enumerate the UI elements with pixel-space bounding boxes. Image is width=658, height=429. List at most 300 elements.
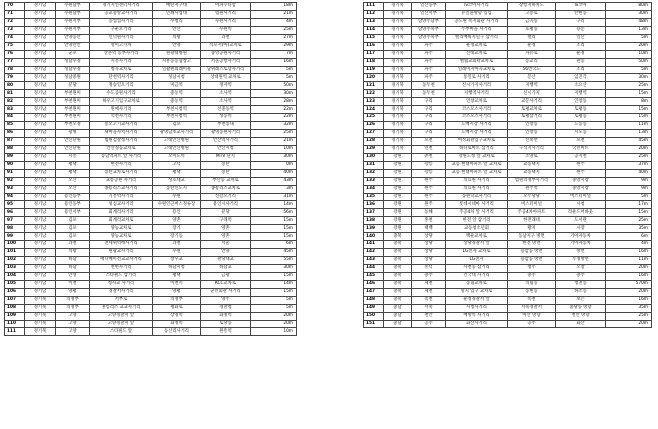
intersection-cell: 배방역 사거리 (446, 312, 508, 320)
direction-to-cell: 원흥역 (201, 328, 251, 336)
length-cell: 20m (606, 145, 652, 153)
direction-from-cell: 성호대교 (153, 177, 201, 185)
intersection-cell: 전세위역에사거리 (90, 241, 153, 249)
length-cell: 20m (606, 288, 652, 296)
police-station-cell: 남양주북부 (412, 26, 446, 34)
table-row (364, 98, 652, 106)
intersection-cell: 여성회관입구교차로 (446, 137, 508, 145)
direction-to-cell: 신중동역 (201, 106, 251, 114)
direction-to-cell: 안산시청 (201, 145, 251, 153)
direction-to-cell: 라운드어바웃 (556, 209, 606, 217)
table-row (364, 264, 652, 272)
direction-to-cell: 안양 (201, 249, 251, 257)
direction-to-cell: Iv코아 (556, 3, 606, 11)
row-number-cell: 74 (5, 34, 25, 42)
length-cell: 15m (251, 272, 297, 280)
region-cell: 충북 (384, 280, 412, 288)
table-row (5, 209, 297, 217)
police-station-cell: 의왕 (56, 249, 90, 257)
length-cell: 32m (251, 122, 297, 130)
table-row (364, 122, 652, 130)
region-cell: 경기북 (384, 58, 412, 66)
length-cell: 3m (251, 185, 297, 193)
row-number-cell: 118 (364, 58, 384, 66)
direction-to-cell: 원주 (556, 161, 606, 169)
direction-from-cell: 성남시청 (153, 74, 201, 82)
row-number-cell: 114 (364, 26, 384, 34)
direction-from-cell: 동현동 (508, 288, 556, 296)
direction-to-cell: 수원역 (201, 26, 251, 34)
length-cell: 10m (251, 328, 297, 336)
length-cell: 16m (251, 58, 297, 66)
police-station-cell: 동두천 (412, 90, 446, 98)
region-cell: 경기북 (25, 296, 56, 304)
police-station-cell: 일산서부 (412, 10, 446, 18)
region-cell: 경기남 (25, 114, 56, 122)
direction-to-cell: 남위레스토랑사거리 (201, 66, 251, 74)
intersection-cell: 범원검찰청사거리 (90, 137, 153, 145)
direction-from-cell: 화정역 (153, 320, 201, 328)
length-cell: 20m (606, 42, 652, 50)
row-number-cell: 72 (5, 18, 25, 26)
region-cell: 강원 (384, 161, 412, 169)
row-number-cell: 85 (5, 122, 25, 130)
intersection-cell: 종룡리스교사거리 (90, 185, 153, 193)
length-cell: 14m (251, 280, 297, 288)
direction-to-cell: 양촌 (201, 225, 251, 233)
intersection-cell: 교동청소년회 (446, 225, 508, 233)
length-cell: 20m (606, 264, 652, 272)
police-station-cell: 평택 (56, 161, 90, 169)
region-cell: 충북 (384, 272, 412, 280)
region-cell: 경기북 (25, 304, 56, 312)
intersection-cell: LG전자 교차로 (446, 249, 508, 257)
region-cell: 경기남 (25, 82, 56, 90)
intersection-cell: 농업업사거리 (90, 18, 153, 26)
intersection-cell: 동원학교사거리 (446, 193, 508, 201)
region-cell: 경기남 (25, 98, 56, 106)
intersection-cell: 벨랩교외곽교차로 (446, 58, 508, 66)
direction-to-cell: 화산 (556, 320, 606, 328)
length-cell: 20m (251, 320, 297, 328)
intersection-cell: 유일윤방향 입입 (446, 10, 508, 18)
intersection-cell: 양능교차로 (90, 225, 153, 233)
table-row (5, 328, 297, 336)
police-station-cell: 상당 (412, 249, 446, 257)
direction-from-cell: 중동역 (153, 98, 201, 106)
row-number-cell: 126 (364, 122, 384, 130)
police-station-cell: 부천원미 (56, 106, 90, 114)
row-number-cell: 140 (364, 233, 384, 241)
intersection-cell: 새마을사치사거리 (90, 130, 153, 138)
direction-to-cell: 인창동 (556, 98, 606, 106)
direction-from-cell: 김포 (153, 122, 201, 130)
row-number-cell: 144 (364, 264, 384, 272)
region-cell: 경기남 (25, 137, 56, 145)
table-row (5, 280, 297, 288)
region-cell: 강원 (384, 217, 412, 225)
table-row (5, 233, 297, 241)
table-row (364, 193, 652, 201)
direction-to-cell: 상대원역 교차로 (201, 74, 251, 82)
row-number-cell: 80 (5, 82, 25, 90)
table-row (364, 304, 652, 312)
direction-to-cell: 조리 (556, 42, 606, 50)
row-number-cell: 119 (364, 66, 384, 74)
intersection-cell: 하우고기입구교차로 (90, 98, 153, 106)
left-road-table (4, 2, 297, 336)
direction-from-cell: 일괄편외레이블 (153, 66, 201, 74)
region-cell: 경기남 (25, 161, 56, 169)
length-cell: 56m (251, 209, 297, 217)
region-cell: 강원 (384, 193, 412, 201)
row-number-cell: 100 (5, 241, 25, 249)
right-road-table (363, 2, 652, 328)
direction-to-cell: 포천 (556, 137, 606, 145)
region-cell: 경기남 (25, 18, 56, 26)
police-station-cell: 원주 (412, 201, 446, 209)
table-row (5, 153, 297, 161)
intersection-cell: 교통공원 사거리 (90, 177, 153, 185)
length-cell: 13m (606, 130, 652, 138)
region-cell: 경기남 (25, 169, 56, 177)
length-cell: 15m (251, 217, 297, 225)
region-cell: 경기남 (25, 106, 56, 114)
length-cell: 10m (251, 145, 297, 153)
length-cell: 6m (606, 233, 652, 241)
direction-to-cell: 충주 (556, 272, 606, 280)
intersection-cell: 동남역파트 앞 사거리 (90, 153, 153, 161)
length-cell: 7m (251, 50, 297, 58)
length-cell: 25m (251, 26, 297, 34)
region-cell: 경기남 (25, 193, 56, 201)
direction-to-cell: 수원사거리 (201, 18, 251, 26)
row-number-cell: 138 (364, 217, 384, 225)
direction-to-cell: KCC교차로 (201, 280, 251, 288)
direction-to-cell: 소사역 (201, 98, 251, 106)
table-row (5, 74, 297, 82)
direction-from-cell: 56번국도 (508, 66, 556, 74)
table-row (364, 74, 652, 82)
police-station-cell: 의정부 (56, 296, 90, 304)
region-cell: 경기남 (25, 74, 56, 82)
intersection-cell: 교동 현대아파트 앞 교차로 (446, 169, 508, 177)
police-station-cell: 고양 (56, 312, 90, 320)
direction-to-cell: 화정역 (201, 312, 251, 320)
police-station-cell: 성남중원 (56, 74, 90, 82)
direction-to-cell: 종룡리스교차로 (201, 185, 251, 193)
intersection-cell: 홍릉리스 교교사거리 (90, 304, 153, 312)
region-cell: 경기남 (25, 264, 56, 272)
intersection-cell: 운정교차로 (446, 42, 508, 50)
direction-to-cell: 신갈오거리 (201, 193, 251, 201)
length-cell: 30m (251, 153, 297, 161)
intersection-cell: 통일로 사거리 (446, 74, 508, 82)
direction-from-cell: 인창동 (508, 130, 556, 138)
region-cell: 경기남 (25, 233, 56, 241)
row-number-cell: 125 (364, 114, 384, 122)
row-number-cell: 79 (5, 74, 25, 82)
direction-from-cell: 고대안산병원 (153, 145, 201, 153)
table-row (364, 114, 652, 122)
row-number-cell: 101 (5, 249, 25, 257)
length-cell: 8m (606, 98, 652, 106)
direction-to-cell: 서울공항사거리 (201, 58, 251, 66)
police-station-cell: 상당 (412, 233, 446, 241)
police-station-cell: 천안 (412, 312, 446, 320)
table-row (364, 272, 652, 280)
length-cell: 43m (251, 177, 297, 185)
table-row (5, 288, 297, 296)
length-cell: 5m (606, 34, 652, 42)
table-row (364, 18, 652, 26)
table-row (364, 169, 652, 177)
direction-from-cell: 장기동 (153, 233, 201, 241)
row-number-cell: 92 (5, 177, 25, 185)
police-station-cell: 김포 (56, 217, 90, 225)
table-row (5, 177, 297, 185)
police-station-cell: 안양동안 (56, 34, 90, 42)
police-station-cell: 김포 (56, 233, 90, 241)
row-number-cell: 132 (364, 169, 384, 177)
row-number-cell: 112 (364, 10, 384, 18)
row-number-cell: 82 (5, 98, 25, 106)
length-cell: 16m (606, 296, 652, 304)
direction-from-cell: 용인 (153, 209, 201, 217)
row-number-cell: 134 (364, 185, 384, 193)
region-cell: 경기남 (25, 288, 56, 296)
intersection-cell: 산본역 동부사거리 (90, 50, 153, 58)
direction-from-cell: 장기 (153, 225, 201, 233)
table-row (5, 217, 297, 225)
region-cell: 경기북 (384, 82, 412, 90)
row-number-cell: 149 (364, 304, 384, 312)
row-number-cell: 131 (364, 161, 384, 169)
region-cell: 경기북 (384, 106, 412, 114)
direction-to-cell: MTV 단지 (201, 153, 251, 161)
police-station-cell: 태백 (412, 225, 446, 233)
table-row (364, 177, 652, 185)
direction-from-cell: 금곡동 (508, 18, 556, 26)
direction-from-cell: 평화로 (153, 304, 201, 312)
intersection-cell: 하나로마트 삼거리 (446, 145, 508, 153)
direction-from-cell: 시흥동농협창고 (153, 58, 201, 66)
direction-from-cell: 토평교차로 (508, 106, 556, 114)
length-cell: 17m (606, 201, 652, 209)
region-cell: 경기북 (384, 98, 412, 106)
direction-from-cell: 동탄신도시 (153, 185, 201, 193)
length-cell: 25m (251, 130, 297, 138)
length-cell: 29m (251, 42, 297, 50)
row-number-cell: 76 (5, 50, 25, 58)
region-cell: 강원 (384, 153, 412, 161)
direction-from-cell: 자유로 (508, 50, 556, 58)
row-number-cell: 111 (364, 3, 384, 11)
police-station-cell: 용인동부 (56, 201, 90, 209)
direction-to-cell: 안산역사거리 (201, 137, 251, 145)
row-number-cell: 139 (364, 225, 384, 233)
length-cell: 15m (606, 106, 652, 114)
direction-to-cell: 두정방면 (556, 257, 606, 265)
direction-from-cell: 양평 (153, 288, 201, 296)
intersection-cell: 코스모스사거리 (446, 106, 508, 114)
direction-from-cell: 교문사거리 (508, 98, 556, 106)
police-station-cell: 광명 (56, 130, 90, 138)
row-number-cell: 71 (5, 10, 25, 18)
length-cell: 25m (606, 217, 652, 225)
row-number-cell: 110 (5, 320, 25, 328)
direction-from-cell: 오이도역 (153, 153, 201, 161)
police-station-cell: 연천 (412, 145, 446, 153)
direction-from-cell: 교동택지 (508, 161, 556, 169)
row-number-cell: 70 (5, 3, 25, 11)
row-number-cell: 104 (5, 272, 25, 280)
direction-to-cell: 도농동 (556, 122, 606, 130)
table-row (5, 3, 297, 11)
direction-from-cell: 미금역 (153, 82, 201, 90)
direction-to-cell: 토평동 (556, 106, 606, 114)
direction-to-cell: 방면 (556, 249, 606, 257)
row-number-cell: 93 (5, 185, 25, 193)
table-row (364, 233, 652, 241)
intersection-cell: 고양경찰서 앞 (90, 312, 153, 320)
length-cell: 5m (251, 74, 297, 82)
right-table-body (364, 3, 652, 328)
length-cell: 11m (606, 257, 652, 265)
direction-to-cell: 오창 (556, 264, 606, 272)
police-station-cell: 오산 (56, 177, 90, 185)
direction-to-cell: 법원사거리 (201, 10, 251, 18)
direction-to-cell: 토당동 (201, 320, 251, 328)
row-number-cell: 115 (364, 34, 384, 42)
length-cell: 20m (251, 312, 297, 320)
region-cell: 경기남 (25, 185, 56, 193)
intersection-cell: 스타필드 삼거리 (90, 272, 153, 280)
direction-from-cell: 고덕 (153, 161, 201, 169)
police-station-cell: 동해 (412, 209, 446, 217)
direction-from-cell: 토평삼거리 (508, 114, 556, 122)
length-cell: 14m (251, 201, 297, 209)
region-cell: 강원 (384, 225, 412, 233)
direction-from-cell: 동남지구 방면 (508, 233, 556, 241)
length-cell: 4m (606, 241, 652, 249)
row-number-cell: 147 (364, 288, 384, 296)
row-number-cell: 117 (364, 50, 384, 58)
direction-from-cell: 버스터미널 (508, 201, 556, 209)
row-number-cell: 141 (364, 241, 384, 249)
region-cell: 경기남 (25, 50, 56, 58)
police-station-cell: 파주 (412, 66, 446, 74)
table-row (364, 201, 652, 209)
table-row (5, 82, 297, 90)
direction-to-cell: 구리 (556, 18, 606, 26)
length-cell: 11m (606, 122, 652, 130)
direction-from-cell: 고봉로 (508, 10, 556, 18)
row-number-cell: 130 (364, 153, 384, 161)
row-number-cell: 105 (5, 280, 25, 288)
table-row (5, 114, 297, 122)
direction-from-cell: 이천시 (153, 280, 201, 288)
length-cell: 21m (251, 10, 297, 18)
region-cell: 경기남 (25, 145, 56, 153)
table-row (364, 90, 652, 98)
intersection-cell: 스타필드 앞 (90, 328, 153, 336)
row-number-cell: 73 (5, 26, 25, 34)
police-station-cell: 이천 (56, 280, 90, 288)
region-cell: 경기북 (384, 137, 412, 145)
row-number-cell: 136 (364, 201, 384, 209)
intersection-cell: 두부마을 사거리 (446, 26, 508, 34)
direction-to-cell: 양주 (201, 296, 251, 304)
table-row (364, 58, 652, 66)
length-cell: 15m (606, 209, 652, 217)
table-row (5, 193, 297, 201)
length-cell: 27m (251, 34, 297, 42)
length-cell: 4m (251, 18, 297, 26)
row-number-cell: 97 (5, 217, 25, 225)
row-number-cell: 123 (364, 98, 384, 106)
direction-from-cell: 수원 (153, 193, 201, 201)
table-row (364, 217, 652, 225)
row-number-cell: 145 (364, 272, 384, 280)
intersection-cell: 천현사거리 (90, 264, 153, 272)
length-cell: 15m (251, 233, 297, 241)
length-cell: 30m (251, 90, 297, 98)
table-row (364, 34, 652, 42)
police-station-cell: 고양 (56, 320, 90, 328)
direction-to-cell: 시노동 (556, 130, 606, 138)
intersection-cell: 원광교사거리 (90, 249, 153, 257)
table-row (5, 122, 297, 130)
table-row (5, 26, 297, 34)
table-row (364, 320, 652, 328)
length-cell: 5m (251, 296, 297, 304)
direction-to-cell: 버스터미널 (556, 193, 606, 201)
intersection-cell: 회계리사거리 (90, 209, 153, 217)
length-cell: 48m (606, 18, 652, 26)
region-cell: 경기남 (25, 26, 56, 34)
intersection-cell: 안산정동교차로 (90, 145, 153, 153)
region-cell: 경기남 (25, 122, 56, 130)
table-row (364, 26, 652, 34)
length-cell: 80m (606, 3, 652, 11)
region-cell: 경기북 (384, 26, 412, 34)
table-row (5, 296, 297, 304)
intersection-cell: 도매시장 사거리 (446, 122, 508, 130)
police-station-cell: 시흥 (56, 153, 90, 161)
police-station-cell: 구리 (412, 98, 446, 106)
intersection-cell: 구운오거리 (90, 26, 153, 34)
intersection-cell: 고양경찰서 앞 (90, 320, 153, 328)
table-row (364, 225, 652, 233)
police-station-cell: 안산단원 (56, 145, 90, 153)
direction-from-cell: 평택 (153, 169, 201, 177)
region-cell: 경기북 (384, 145, 412, 153)
intersection-cell: 교동 현대아파트 앞 교차로 (446, 161, 508, 169)
intersection-cell: 롯데시네마 사거리 (446, 201, 508, 209)
direction-from-cell: 의림동 (508, 280, 556, 288)
table-row (5, 264, 297, 272)
direction-from-cell: 공주 (508, 320, 556, 328)
intersection-cell: 화산사거리 (446, 320, 508, 328)
row-number-cell: 108 (5, 304, 25, 312)
intersection-cell: 애니메이션교교사거리 (90, 257, 153, 265)
intersection-cell: 도매시장 사거리 (446, 130, 508, 138)
direction-to-cell: 양촌 (201, 233, 251, 241)
length-cell: 570m (606, 280, 652, 288)
direction-from-cell: 옥천 (508, 296, 556, 304)
region-cell: 경기남 (25, 201, 56, 209)
